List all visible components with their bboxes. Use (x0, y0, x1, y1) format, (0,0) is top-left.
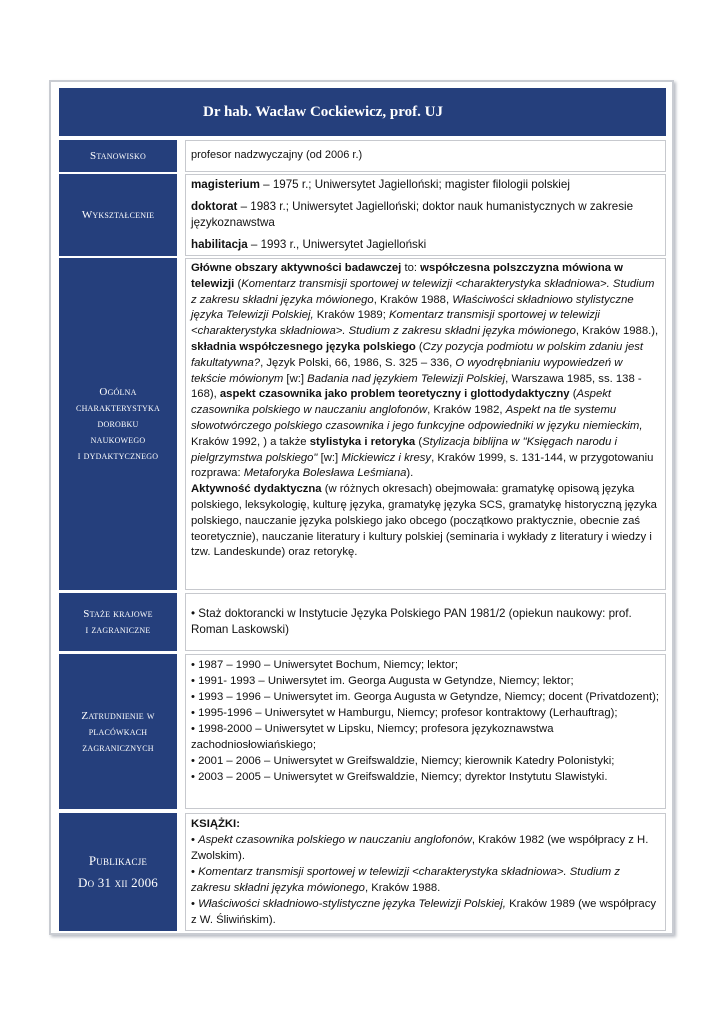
research-text: współczesna polszczyzna mówiona w telewizji (191, 262, 623, 290)
research-text: [w:] (317, 451, 342, 464)
content-stanowisko (185, 140, 666, 172)
label-line: zagranicznych (82, 741, 154, 754)
research-text: , Warszawa 1985, ss. 138 - 168), (191, 372, 642, 401)
research-text: stylistyka i retoryka (309, 435, 416, 448)
research-text: ( (234, 277, 242, 290)
research-text: Metaforyka Bolesława Leśmiana (243, 467, 407, 480)
research-text: , Kraków 1988, (373, 293, 453, 306)
edu-item (191, 237, 660, 253)
label-wyksztalcenie-text: Wykształcenie (81, 209, 155, 221)
research-text: , Kraków 1988.), (575, 325, 659, 338)
row-wyksztalcenie (59, 174, 666, 256)
row-charakterystyka (59, 258, 666, 590)
research-text: Kraków 1989; (313, 309, 389, 322)
research-text: , Kraków 1999, s. 131-144, w przygotowaniu rozprawa: (191, 451, 654, 480)
book-item: • Komentarz transmisji sportowej w telewizji <charakterystyka składniowa>. Studium z zakresu składni języka mówionego, Kraków 1988. (191, 866, 621, 894)
book-details: , Kraków 1988. (364, 882, 441, 894)
label-zatrudnienie (59, 654, 177, 809)
content-wyksztalcenie (185, 174, 666, 256)
edu-text: – 1993 r., Uniwersytet Jagielloński (247, 238, 427, 251)
edu-text: – 1975 r.; Uniwersytet Jagielloński; magister filologii polskiej (259, 178, 570, 191)
edu-term: doktorat (191, 200, 238, 213)
book-title: Właściwości składniowo-stylistyczne języka Telewizji Polskiej, (198, 898, 506, 910)
research-text: ( (415, 340, 423, 353)
label-stanowisko (59, 140, 177, 172)
label-line: Ogólna (99, 386, 137, 398)
edu-term: habilitacja (191, 238, 248, 251)
label-line: Zatrudnienie w (81, 709, 155, 722)
research-text: , Kraków 1982, (427, 404, 506, 417)
label-line: i zagraniczne (85, 624, 151, 636)
label-staze (59, 593, 177, 651)
research-text: Komentarz transmisji sportowej w telewizji <charakterystyka składniowa>. Studium z zakresu składni języka mówionego (191, 309, 600, 338)
book-title: Aspekt czasownika polskiego w nauczaniu anglofonów (198, 834, 472, 846)
row-stanowisko (59, 140, 666, 172)
research-text: Aspekt czasownika polskiego w nauczaniu anglofonów (191, 388, 612, 417)
book-details: , Kraków 1982 (we współpracy z H. Zwolskim). (191, 834, 649, 862)
research-text: składnia współczesnego języka polskiego (191, 340, 416, 353)
row-staze (59, 593, 666, 651)
label-stanowisko-text: Stanowisko (90, 150, 146, 162)
label-wyksztalcenie (59, 174, 177, 256)
research-text: ). (406, 467, 414, 480)
teaching-paragraph (191, 482, 660, 561)
content-staze (185, 593, 666, 651)
edu-term: magisterium (191, 178, 260, 191)
job-item: • 1995-1996 – Uniwersytet w Hamburgu, Niemcy; profesor kontraktowy (Lerhauftrag); (191, 707, 618, 719)
edu-item (191, 199, 660, 231)
label-line: dorobku (97, 418, 139, 430)
research-text: , Język Polski, 66, 1986, S. 325 – 336, (260, 356, 456, 369)
book-title: Komentarz transmisji sportowej w telewizji <charakterystyka składniowa>. Studium z zakresu składni języka mówionego (191, 866, 621, 894)
research-text: Czy pozycja podmiotu w polskim zdaniu jest fakultatywna? (191, 340, 644, 369)
research-text: ( (569, 388, 577, 401)
teaching-text: Aktywność dydaktyczna (191, 483, 322, 496)
teaching-text: (w różnych okresach) obejmowała: gramatykę opisową języka polskiego, leksykologię, kulturę języka, gramatykę języka SCS, gramatykę historyczną języka polskiego, nauczanie języka polskiego jako obcego (początkowo praktycznie, obecnie zaś teoretycznie), nauczanie literatury i kultury polskiej (seminaria i wykłady z literatury i wiedzy i tzw. Landeskunde) oraz retorykę. (191, 483, 657, 559)
label-line: placówkach (88, 725, 148, 738)
label-publikacje (59, 813, 177, 931)
research-text: Mickiewicz i kresy (341, 451, 432, 464)
content-zatrudnienie (185, 654, 666, 809)
job-item: • 2003 – 2005 – Uniwersytet w Greifswaldzie, Niemcy; dyrektor Instytutu Slawistyki. (191, 771, 608, 783)
book-details: Kraków 1989 (we współpracy z W. Śliwińskim). (191, 898, 657, 926)
job-item: • 1991- 1993 – Uniwersytet im. Georga Augusta w Getyndze, Niemcy; lektor; (191, 675, 574, 687)
book-item: • Aspekt czasownika polskiego w nauczaniu anglofonów, Kraków 1982 (we współpracy z H. Zwolskim). (191, 834, 649, 862)
stanowisko-value: profesor nadzwyczajny (od 2006 r.) (191, 149, 363, 161)
job-item: • 2001 – 2006 – Uniwersytet w Greifswaldzie, Niemcy; kierownik Katedry Polonistyki; (191, 755, 615, 767)
research-text: to: (401, 262, 421, 274)
research-text: Aspekt na tle systemu słowotwórczego polskiego czasownika i jego funkcyjne odpowiedniki w języku niemieckim, (191, 404, 643, 432)
research-text: O wyodrębnianiu wypowiedzeń w tekście mówionym (191, 356, 623, 385)
job-item: • 1998-2000 – Uniwersytet w Lipsku, Niemcy; profesora językoznawstwa zachodniosłowiańskiego; (191, 723, 554, 751)
research-text: Badania nad językiem Telewizji Polskiej (307, 372, 506, 385)
label-line: Staże krajowe (83, 608, 153, 620)
label-line: charakterystyka (76, 402, 160, 414)
research-text: aspekt czasownika jako problem teoretyczny i glottodydaktyczny (219, 388, 570, 401)
edu-text: – 1983 r.; Uniwersytet Jagielloński; doktor nauk humanistycznych w zakresie językoznawstwa (191, 200, 634, 229)
content-charakterystyka (185, 258, 666, 590)
research-paragraph (191, 261, 660, 482)
research-text: Właściwości składniowo stylistyczne języka Telewizji Polskiej, (191, 293, 634, 322)
research-text: Stylizacja biblijna w "Księgach narodu i pielgrzymstwa polskiego" (191, 435, 618, 464)
label-line: Publikacje (88, 853, 148, 868)
research-text: [w:] (283, 372, 308, 385)
books-heading: KSIĄŻKI: (191, 818, 240, 830)
edu-item (191, 177, 660, 193)
row-publikacje (59, 813, 666, 931)
page-title-text: Dr hab. Wacław Cockiewicz, prof. UJ (203, 103, 443, 120)
research-text: Komentarz transmisji sportowej w telewizji <charakterystyka składniowa>. Studium z zakresu składni języka mówionego (191, 277, 655, 306)
label-charakterystyka (59, 258, 177, 590)
book-item: • Właściwości składniowo-stylistyczne języka Telewizji Polskiej, Kraków 1989 (we współpracy z W. Śliwińskim). (191, 898, 657, 926)
staz-item: • Staż doktorancki w Instytucie Języka Polskiego PAN 1981/2 (opiekun naukowy: prof. Roman Laskowski) (191, 607, 632, 636)
row-zatrudnienie (59, 654, 666, 809)
content-publikacje (185, 813, 666, 931)
research-text: ( (415, 435, 423, 448)
page-title (59, 88, 666, 136)
job-item: • 1987 – 1990 – Uniwersytet Bochum, Niemcy; lektor; (191, 659, 459, 671)
label-line: naukowego (90, 434, 146, 446)
cv-table (49, 80, 674, 935)
research-text: Główne obszary aktywności badawczej (191, 262, 402, 274)
label-line: Do 31 xii 2006 (78, 875, 158, 890)
research-text: Kraków 1992, ) a także (191, 435, 310, 448)
job-item: • 1993 – 1996 – Uniwersytet im. Georga Augusta w Getyndze, Niemcy; docent (Privatdozent); (191, 691, 659, 703)
label-line: i dydaktycznego (77, 450, 159, 462)
